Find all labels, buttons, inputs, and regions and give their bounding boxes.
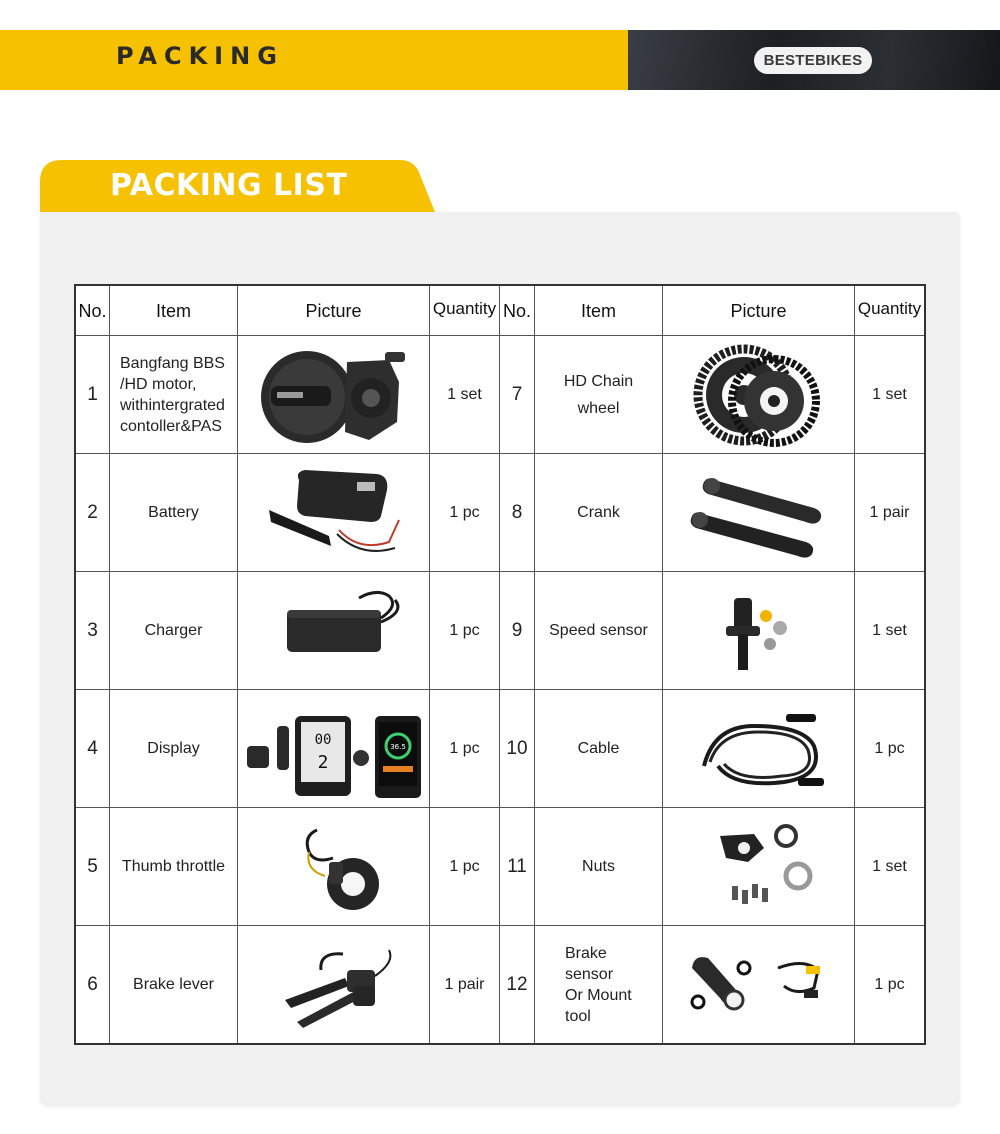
mono-display-speed: 2 [317,751,328,773]
row-qty: 1 pc [855,690,924,808]
brake-sensor-tool-image [663,926,855,1043]
battery-image [238,454,430,572]
row-no: 9 [500,572,535,690]
row-item: Brake sensor Or Mount tool [535,926,663,1043]
chain-wheel-image [663,336,855,454]
row-item: Nuts [535,808,663,926]
row-item: Display [110,690,238,808]
section-tab [40,160,435,212]
row-item: Cable [535,690,663,808]
motor-image [238,336,430,454]
display-image [238,690,430,808]
banner-yellow-panel [0,30,628,90]
top-banner [0,30,1000,90]
row-item: Speed sensor [535,572,663,690]
mono-display-digits: 00 [314,731,331,748]
header-item-2: Item [535,286,663,336]
row-no: 11 [500,808,535,926]
row-qty: 1 pair [430,926,500,1043]
brake-lever-image [238,926,430,1043]
cable-image [663,690,855,808]
row-qty: 1 set [430,336,500,454]
header-item: Item [110,286,238,336]
header-quantity: Quantity [430,286,500,336]
color-display-speed: 36.5 [389,742,406,751]
row-qty: 1 pc [430,454,500,572]
row-qty: 1 pc [430,690,500,808]
header-picture: Picture [238,286,430,336]
row-no: 5 [76,808,110,926]
row-qty: 1 pc [430,572,500,690]
row-item: HD Chain wheel [535,336,663,454]
row-qty: 1 pc [874,975,905,993]
speed-sensor-image [663,572,855,690]
row-qty: 1 set [855,336,924,454]
row-item: Thumb throttle [110,808,238,926]
header-quantity-2: Quantity [855,286,924,336]
nuts-image [663,808,855,926]
row-item: Brake lever [110,926,238,1043]
row-qty: 1 set [855,808,924,926]
row-no: 6 [76,926,110,1043]
banner-title: PACKING [116,42,284,70]
row-no: 8 [500,454,535,572]
crank-image [663,454,855,572]
row-qty: 1 set [855,572,924,690]
header-picture-2: Picture [663,286,855,336]
header-no: No. [76,286,110,336]
row-no: 4 [76,690,110,808]
brand-logo: BESTEBIKES [754,47,872,74]
row-item: Battery [110,454,238,572]
row-no: 3 [76,572,110,690]
section-title: PACKING LIST [110,168,348,203]
row-no: 10 [500,690,535,808]
row-no: 12 [500,926,535,1043]
throttle-image [238,808,430,926]
row-no: 1 [76,336,110,454]
row-qty: 1 pair [855,454,924,572]
charger-image [238,572,430,690]
row-item: Crank [535,454,663,572]
row-item: Bangfang BBS /HD motor, withintergrated contoller&PAS [110,336,238,454]
row-qty: 1 pc [430,808,500,926]
row-no: 2 [76,454,110,572]
header-no-2: No. [500,286,535,336]
packing-table [74,284,926,1045]
row-no: 7 [500,336,535,454]
row-item: Charger [110,572,238,690]
